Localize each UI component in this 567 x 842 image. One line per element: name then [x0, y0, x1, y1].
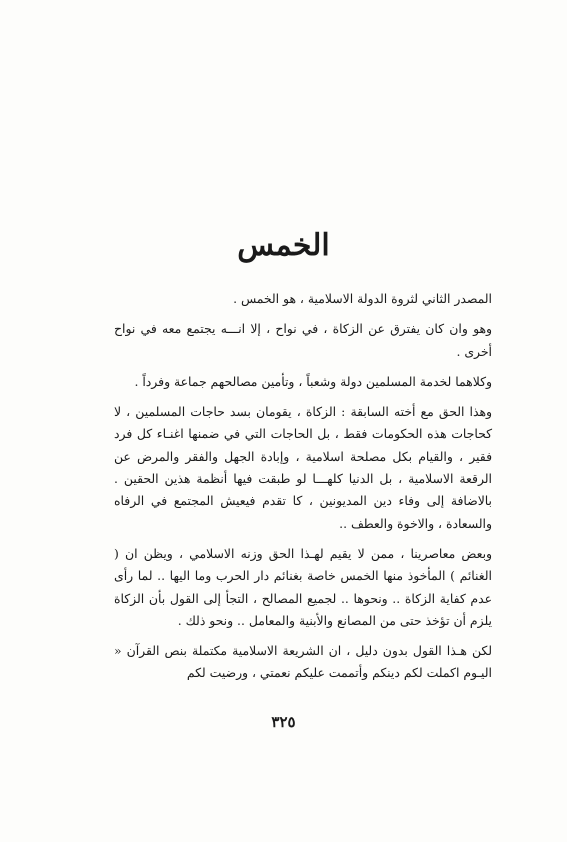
page-number: ٣٢٥ — [271, 713, 296, 731]
paragraph-2: وهو وان كان يفترق عن الزكاة ، في نواح ، إلا انـــه يجتمع معه في نواح أخرى . — [114, 321, 492, 359]
paragraph-1: المصدر الثاني لثروة الدولة الاسلامية ، هو الخمس . — [233, 291, 492, 306]
body-text — [114, 288, 492, 685]
paragraph-6: لكن هـذا القول بدون دليل ، ان الشريعة الاسلامية مكتملة بنص القرآن « اليـوم اكملت لكم دينكم وأتممت عليكم نعمتي ، ورضيت لكم — [114, 643, 492, 681]
paragraph-3: وكلاهما لخدمة المسلمين دولة وشعباً ، وتأمين مصالحهم جماعة وفرداً . — [134, 373, 492, 389]
paragraph-4: وهذا الحق مع أخته السابقة : الزكاة ، يقومان بسد حاجات المسلمين ، لا كحاجات هذه الحكومات فقط ، بل الحاجات التي في ضمنها اغنـاء كل فرد فقير ، والقيام بكل مصلحة اسلامية ، وإبادة الجهل والفقر والمرض عن الرقعة الاسلامية ، بل الدنيا كلهـــا لو طبقت فيها أنظمة هذين الحقين . بالاضافة إلى وفاء دين المديونين ، كا تقدم فيعيش المجتمع في الرفاه والسعادة ، والاخوة والعطف .. — [114, 404, 492, 531]
paragraph-5: وبعض معاصرينا ، ممن لا يقيم لهـذا الحق وزنه الاسلامي ، ويظن ان ( الغنائم ) المأخوذ منها الخمس خاصة بغنائم دار الحرب وما اليها .. لما رأى عدم كفاية الزكاة .. ونحوها .. لجميع المصالح ، التجأ إلى القول بأن الزكاة يلزم أن تؤخذ حتى من المصانع والأبنية والمعامل .. ونحو ذلك . — [114, 545, 492, 628]
chapter-title: الخمس — [237, 228, 330, 263]
